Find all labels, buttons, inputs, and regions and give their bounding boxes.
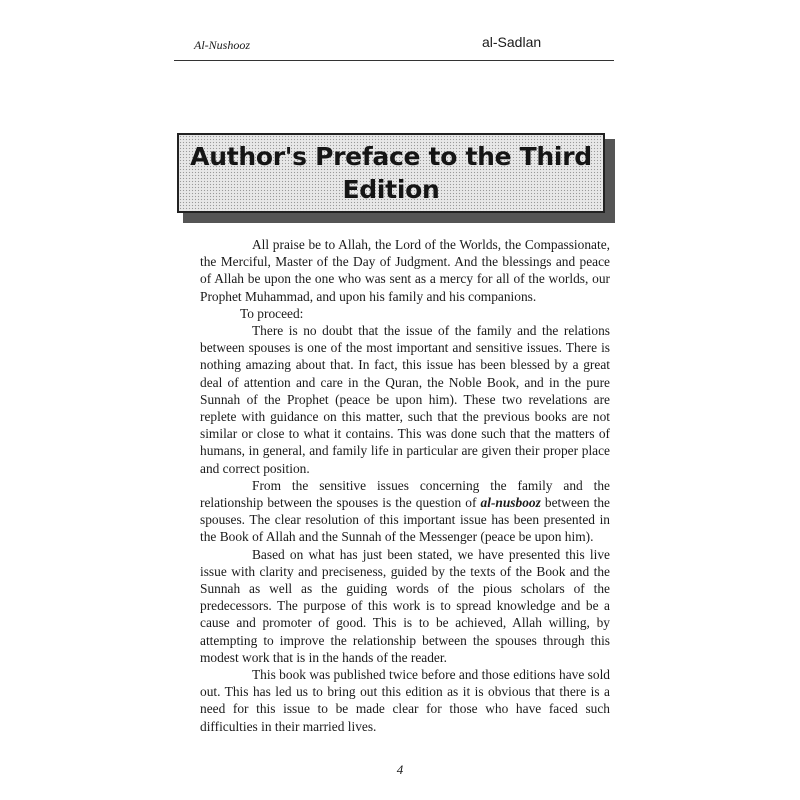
paragraph-4-after: between the spouses. The clear resolution of this important issue has been presented in the Book of Allah and the Sunnah of the Messenger (peace be upon him). xyxy=(200,495,610,545)
paragraph-4-before: From the sensitive issues concerning the family and the relationship between the spouses is the question of xyxy=(200,477,610,511)
paragraph-4 xyxy=(200,477,610,546)
body-text xyxy=(200,236,610,735)
running-header-title: Al-Nushooz xyxy=(194,38,251,52)
page-number: 4 xyxy=(396,762,404,777)
running-header-author: al-Sadlan xyxy=(482,34,542,50)
paragraph-2: To proceed: xyxy=(240,305,304,321)
header-rule xyxy=(174,60,614,61)
paragraph-6: This book was published twice before and those editions have sold out. This has led us to bring out this edition as it is obvious that there is a need for this issue to be made clear for those who have faced such difficulties in their married lives. xyxy=(200,667,610,734)
paragraph-5: Based on what has just been stated, we have presented this live issue with clarity and preciseness, guided by the texts of the Book and the Sunnah as well as the guiding words of the pious scholars of the predecessors. The purpose of this work is to spread knowledge and be a cause and promoter of good. This is to be achieved, Allah willing, by attempting to improve the relationship between the spouses through this modest work that is in the hands of the reader. xyxy=(200,546,610,665)
paragraph-1: All praise be to Allah, the Lord of the Worlds, the Compassionate, the Merciful, Master of the Day of Judgment. And the blessings and peace of Allah be upon the one who was sent as a mercy for all of the worlds, our Prophet Muhammad, and upon his family and his companions. xyxy=(200,237,610,304)
chapter-title-line2: Edition xyxy=(342,175,440,204)
paragraph-4-term: al-nusbooz xyxy=(480,495,541,511)
chapter-title xyxy=(190,140,592,206)
title-box xyxy=(177,133,605,213)
chapter-title-line1: Author's Preface to the Third xyxy=(190,142,592,171)
paragraph-3: There is no doubt that the issue of the family and the relations between spouses is one of the most important and sensitive issues. There is nothing amazing about that. In fact, this issue has been blessed by a great deal of attention and care in the Quran, the Noble Book, and in the pure Sunnah of the Prophet (peace be upon him). These two revelations are replete with guidance on this matter, such that the previous books are not similar or close to what it contains. This was done such that the matters of humans, in general, and family life in particular are given their proper place and correct position. xyxy=(200,323,610,476)
